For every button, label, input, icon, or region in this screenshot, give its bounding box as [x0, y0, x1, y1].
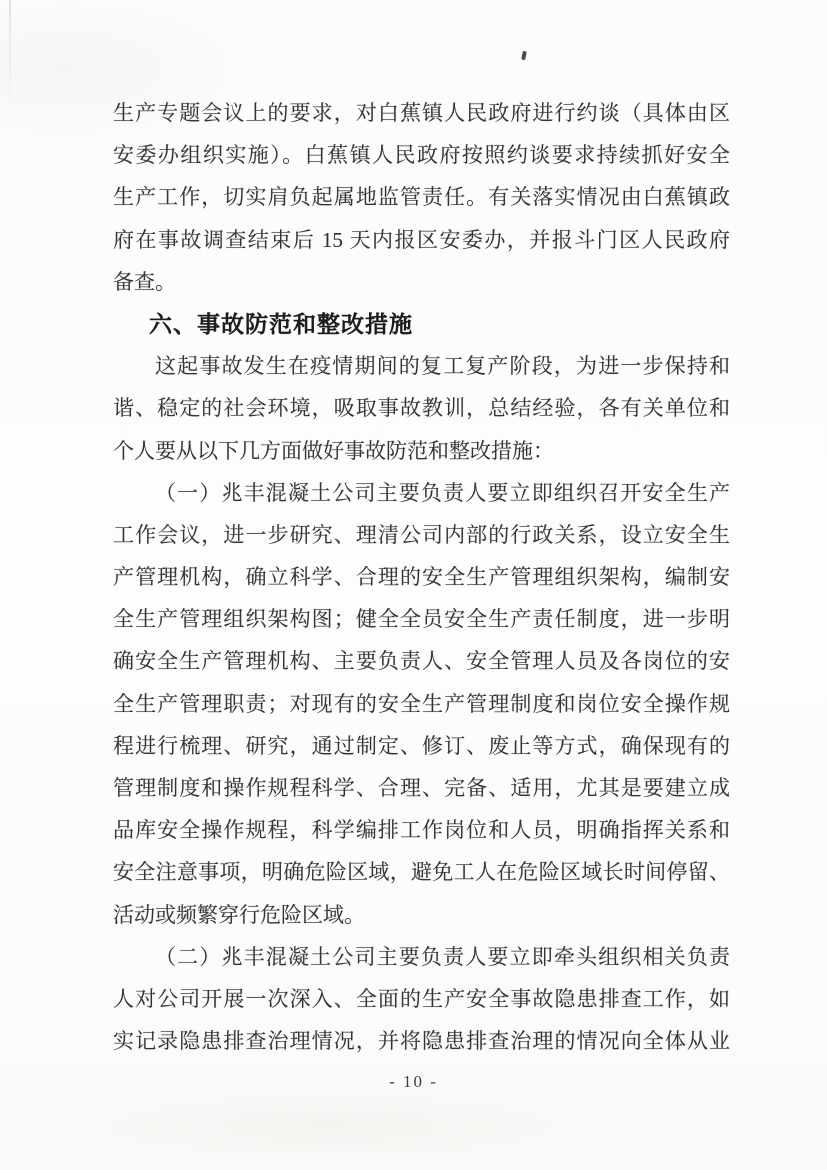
text-line: 工作会议，进一步研究、理清公司内部的行政关系，设立安全生 — [113, 522, 730, 547]
text-line: 生产专题会议上的要求，对白蕉镇人民政府进行约谈（具体由区 — [113, 101, 730, 125]
text-line: 活动或频繁穿行危险区域。 — [113, 902, 365, 927]
scan-edge-crease — [9, 0, 11, 110]
text-line: 府在事故调查结束后 15 天内报区安委办，并报斗门区人民政府 — [113, 227, 730, 252]
text-line: 个人要从以下几方面做好事故防范和整改措施： — [113, 438, 554, 463]
paragraph-carryover — [113, 92, 730, 303]
page-number: - 10 - — [389, 1072, 438, 1091]
text-line: 安委办组织实施）。白蕉镇人民政府按照约谈要求持续抓好安全 — [113, 143, 730, 168]
paragraph-item-2 — [113, 936, 730, 1063]
text-line: （一）兆丰混凝土公司主要负责人要立即组织召开安全生产 — [155, 480, 730, 505]
text-line: 全生产管理组织架构图；健全全员安全生产责任制度，进一步明 — [113, 607, 730, 632]
text-line: 生产工作，切实肩负起属地监管责任。有关落实情况由白蕉镇政 — [113, 185, 730, 210]
text-line: 安全注意事项，明确危险区域，避免工人在危险区域长时间停留、 — [113, 860, 730, 885]
text-line: 程进行梳理、研究，通过制定、修订、废止等方式，确保现有的 — [113, 733, 730, 758]
text-line: 人对公司开展一次深入、全面的生产安全事故隐患排查工作，如 — [113, 986, 730, 1011]
text-line: 管理制度和操作规程科学、合理、完备、适用，尤其是要建立成 — [113, 776, 730, 800]
text-line: 确安全生产管理机构、主要负责人、安全管理人员及各岗位的安 — [113, 649, 730, 674]
text-line: （二）兆丰混凝土公司主要负责人要立即牵头组织相关负责 — [155, 944, 730, 969]
ink-speck-artifact — [521, 51, 527, 61]
text-line: 实记录隐患排查治理情况，并将隐患排查治理的情况向全体从业 — [113, 1029, 730, 1054]
text-line: 产管理机构，确立科学、合理的安全生产管理组织架构，编制安 — [113, 565, 730, 590]
text-line: 谐、稳定的社会环境，吸取事故教训，总结经验，各有关单位和 — [113, 396, 730, 421]
text-line: 这起事故发生在疫情期间的复工复产阶段，为进一步保持和 — [155, 354, 730, 379]
paragraph-item-1 — [113, 472, 730, 936]
text-line: 全生产管理职责；对现有的安全生产管理制度和岗位安全操作规 — [113, 691, 730, 716]
text-line: 备查。 — [113, 269, 176, 294]
paragraph-intro — [113, 345, 730, 472]
section-heading: 六、事故防范和整改措施 — [149, 310, 413, 337]
text-line: 品库安全操作规程，科学编排工作岗位和人员，明确指挥关系和 — [113, 818, 730, 843]
document-text-block — [113, 92, 730, 1062]
